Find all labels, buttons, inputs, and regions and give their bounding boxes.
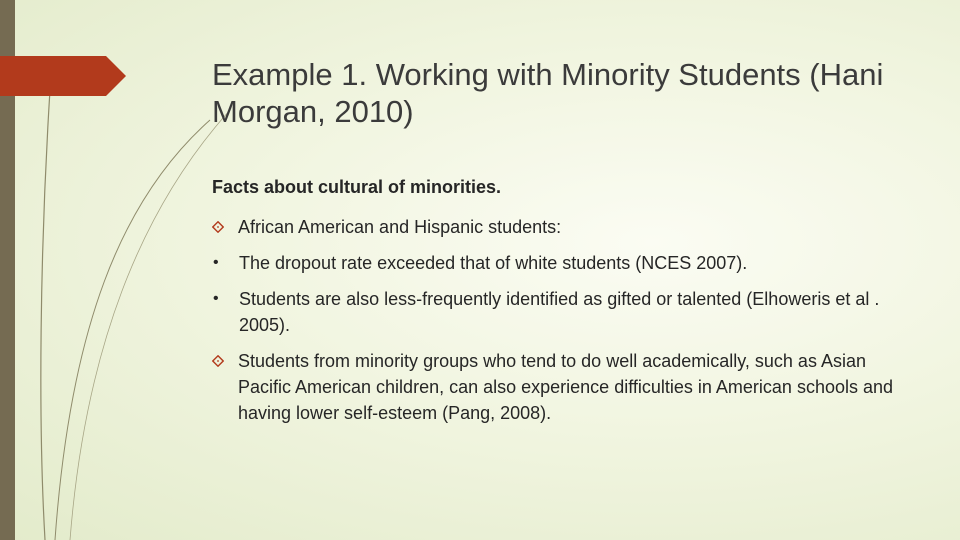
list-item-text: Students from minority groups who tend to do well academically, such as Asian Pacific American children, can also experience difficulties in American schools and having lower self-esteem (Pang, 2008). bbox=[238, 351, 894, 423]
dot-bullet-icon: • bbox=[213, 254, 219, 271]
slide-body bbox=[212, 174, 902, 436]
list-item bbox=[212, 214, 902, 240]
diamond-bullet-icon bbox=[212, 348, 238, 374]
list-item bbox=[212, 250, 902, 276]
dot-bullet-icon: • bbox=[213, 290, 219, 307]
accent-arrow-tab bbox=[0, 56, 126, 96]
list-item-text: Students are also less-frequently identified as gifted or talented (Elhoweris et al . 2005). bbox=[239, 289, 880, 335]
diamond-bullet-icon bbox=[212, 214, 238, 240]
list-item bbox=[212, 348, 902, 426]
list-item bbox=[212, 286, 902, 338]
slide-title: Example 1. Working with Minority Students (Hani Morgan, 2010) bbox=[212, 57, 884, 129]
list-item-text: The dropout rate exceeded that of white students (NCES 2007). bbox=[239, 253, 748, 273]
facts-heading: Facts about cultural of minorities. bbox=[212, 177, 502, 197]
list-item-text: African American and Hispanic students: bbox=[238, 217, 562, 237]
